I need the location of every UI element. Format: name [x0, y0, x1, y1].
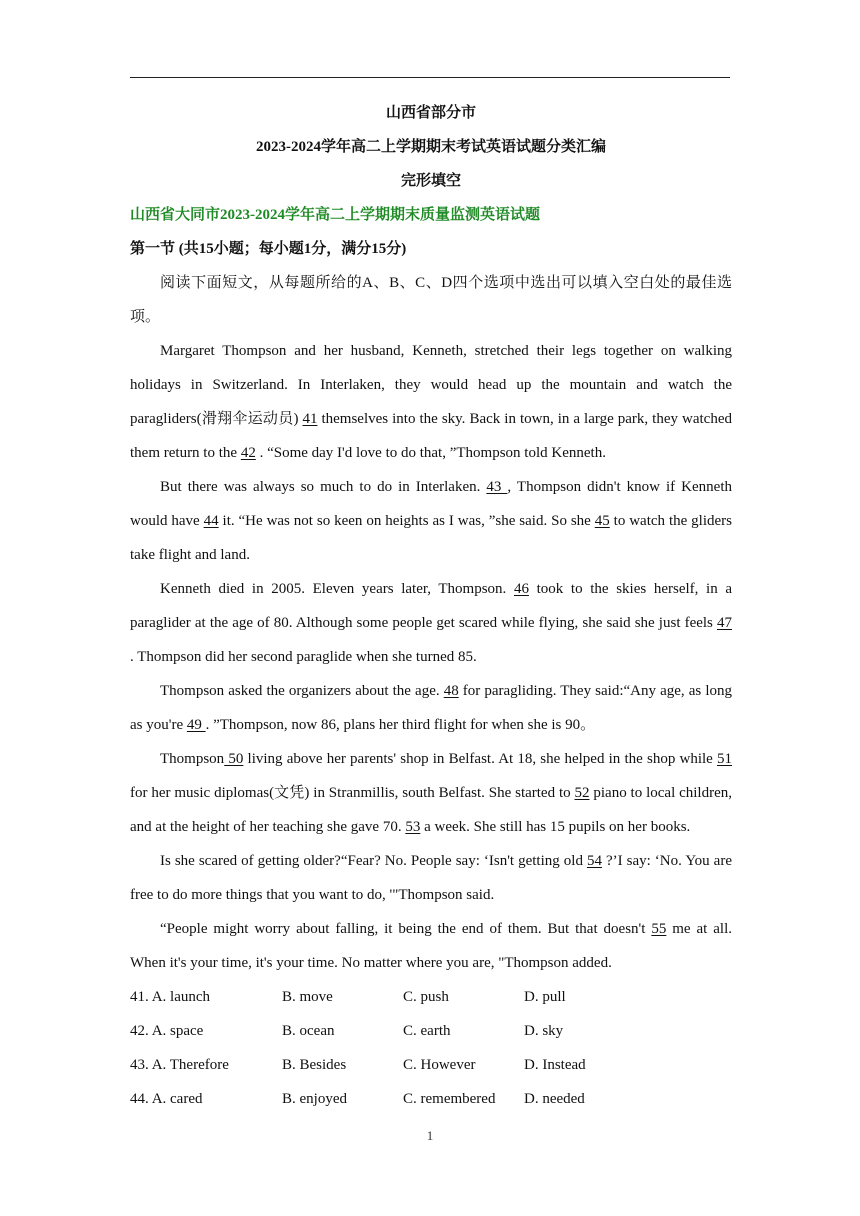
passage-text: for her music diplomas(文凭) in Stranmillis, south Belfast. She started to [130, 785, 575, 801]
header-rule [130, 77, 730, 78]
question-row [130, 1014, 732, 1048]
passage-text: Thompson [160, 751, 225, 767]
document-body [130, 96, 732, 1116]
option-a-text: A. cared [151, 1091, 203, 1107]
question-option-b: B. ocean [282, 1023, 335, 1039]
instruction: 阅读下面短文，从每题所给的A、B、C、D四个选项中选出可以填入空白处的最佳选项。 [130, 275, 732, 325]
passage-paragraph [130, 912, 732, 980]
passage-paragraph [130, 470, 732, 572]
question-option-c: C. remembered [403, 1091, 496, 1107]
question-option-d: D. Instead [524, 1057, 586, 1073]
passage-text: for paragliding. They said:“Any age, as long as you're [130, 683, 732, 733]
title-line-2: 2023-2024学年高二上学期期末考试英语试题分类汇编 [256, 139, 606, 155]
passage-text: themselves into the sky. Back in town, in a large park, they watched them return to the [130, 411, 732, 461]
question-option-a [130, 1082, 282, 1116]
passage-text: took to the skies herself, in a paraglider at the age of 80. Although some people get scared while flying, she said she just feels [130, 581, 733, 631]
question-option-d: D. needed [524, 1091, 585, 1107]
passage-text: a week. She still has 15 pupils on her books. [420, 819, 691, 835]
question-row [130, 1082, 732, 1116]
option-a-text: A. Therefore [151, 1057, 229, 1073]
blank-number: 55 [651, 921, 667, 937]
passage [130, 334, 732, 980]
blank-number: 44 [203, 513, 219, 529]
question-row [130, 980, 732, 1014]
passage-text: piano to local children, and at the height of her teaching she gave 70. [130, 785, 733, 835]
passage-paragraph [130, 572, 732, 674]
passage-text: ?’I say: ‘No. You are free to do more things that you want to do, '"Thompson said. [130, 853, 732, 903]
passage-text: Is she scared of getting older?“Fear? No. People say: ‘Isn't getting old [160, 853, 587, 869]
question-option-c: C. push [403, 989, 449, 1005]
question-list [130, 980, 732, 1116]
passage-paragraph [130, 674, 732, 742]
question-option-b: B. move [282, 989, 333, 1005]
passage-text: . “Some day I'd love to do that, ”Thompson told Kenneth. [255, 445, 606, 461]
section-label: 第一节 (共15小题；每小题1分，满分15分) [130, 241, 407, 257]
question-option-a [130, 1048, 282, 1082]
blank-number: 52 [574, 785, 590, 801]
passage-text: Margaret Thompson and her husband, Kenneth, stretched their legs together on walking holidays in Switzerland. In Interlaken, they would head up the mountain and watch the paragliders(滑翔伞运动员) [130, 343, 732, 427]
blank-number: 47 [717, 615, 732, 631]
blank-number: 46 [513, 581, 529, 597]
passage-paragraph [130, 334, 732, 470]
blank-number: 45 [594, 513, 610, 529]
question-option-a [130, 1014, 282, 1048]
passage-text: . ”Thompson, now 86, plans her third flight for when she is 90。 [205, 717, 596, 733]
title-line-1: 山西省部分市 [385, 105, 476, 121]
blank-number: 49 [186, 717, 206, 733]
blank-number: 42 [240, 445, 256, 461]
passage-text: “People might worry about falling, it being the end of them. But that doesn't [160, 921, 652, 937]
blank-number: 53 [405, 819, 421, 835]
question-option-b: B. Besides [282, 1057, 347, 1073]
blank-number: 54 [586, 853, 602, 869]
passage-text: , Thompson didn't know if Kenneth would have [130, 479, 732, 529]
passage-text: . Thompson did her second paraglide when she turned 85. [130, 649, 477, 665]
blank-number: 51 [717, 751, 732, 767]
blank-number: 43 [486, 479, 508, 495]
passage-text: Kenneth died in 2005. Eleven years later, Thompson. [160, 581, 514, 597]
blank-number: 48 [443, 683, 459, 699]
option-a-text: A. space [151, 1023, 204, 1039]
page-number: 1 [426, 1128, 434, 1143]
passage-text: to watch the gliders take flight and land. [130, 513, 732, 563]
blank-number: 50 [224, 751, 244, 767]
option-a-text: A. launch [151, 989, 211, 1005]
question-option-d: D. sky [524, 1023, 564, 1039]
question-option-d: D. pull [524, 989, 566, 1005]
question-option-a [130, 980, 282, 1014]
source-title: 山西省大同市2023-2024学年高二上学期期末质量监测英语试题 [130, 207, 540, 223]
title-line-3: 完形填空 [400, 173, 461, 189]
question-number: 41. [130, 989, 149, 1005]
question-number: 43. [130, 1057, 149, 1073]
passage-paragraph [130, 844, 732, 912]
passage-text: me at all. When it's your time, it's your time. No matter where you are, "Thompson added. [130, 921, 732, 971]
blank-number: 41 [302, 411, 318, 427]
passage-text: But there was always so much to do in Interlaken. [160, 479, 487, 495]
question-row [130, 1048, 732, 1082]
question-number: 42. [130, 1023, 149, 1039]
question-option-c: C. earth [403, 1023, 451, 1039]
question-option-c: C. However [403, 1057, 476, 1073]
passage-paragraph [130, 742, 732, 844]
question-option-b: B. enjoyed [282, 1091, 347, 1107]
passage-text: Thompson asked the organizers about the age. [160, 683, 444, 699]
passage-text: it. “He was not so keen on heights as I was, ”she said. So she [218, 513, 595, 529]
question-number: 44. [130, 1091, 149, 1107]
passage-text: living above her parents' shop in Belfast. At 18, she helped in the shop while [243, 751, 717, 767]
